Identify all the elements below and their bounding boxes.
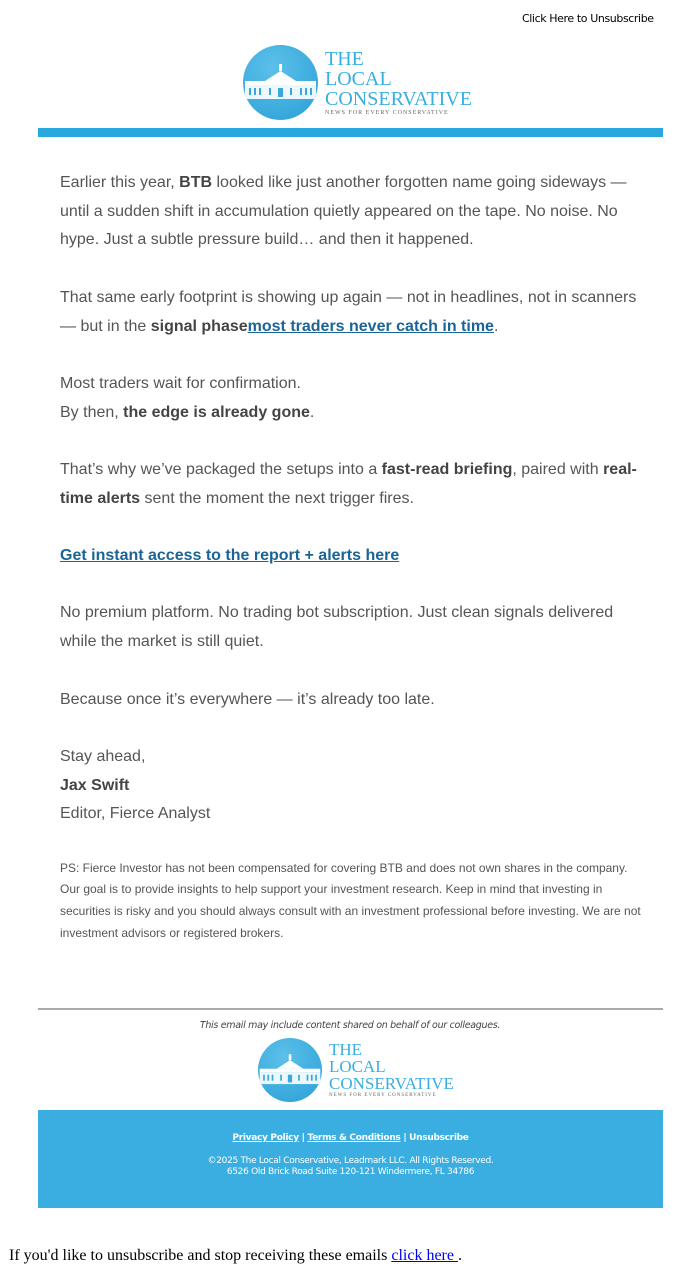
unsubscribe-footer-link[interactable]: Unsubscribe [409,1133,469,1143]
footer [38,1110,663,1208]
address: 6526 Old Brick Road Suite 120-121 Windermere, FL 34786 [226,1167,475,1177]
copyright: ©2025 The Local Conservative, Leadmark LLC. All Rights Reserved. [207,1156,494,1166]
separator: | [403,1133,407,1143]
colleagues-note: This email may include content shared on behalf of our colleagues. [199,1020,501,1031]
signal-phase-link[interactable]: most traders never catch in time [247,317,494,335]
white-house-icon [258,1038,322,1102]
header-bar [38,128,663,137]
signature: Stay ahead, Jax Swift Editor, Fierce Analyst [60,747,211,823]
bottom-unsubscribe: If you'd like to unsubscribe and stop receiving these emails click here . [9,1247,462,1264]
paragraph-2: That same early footprint is showing up again — not in headlines, not in scanners — but in the signal phasemost traders never catch in time. [60,288,637,335]
cta-link[interactable]: Get instant access to the report + alerts here [60,547,400,565]
logo-line1: THE [325,47,364,70]
ps-disclaimer: PS: Fierce Investor has not been compensated for covering BTB and does not own shares in the company. Our goal is to provide insights to help support your investment research. Keep in mind that investing in securities is risky and you should always consult with an investment professional before investing. We are not investment advisors or registered brokers. [60,860,641,940]
click-here-link[interactable]: click here [391,1247,458,1264]
footer-logo [258,1038,700,1102]
paragraph-5: No premium platform. No trading bot subscription. Just clean signals delivered while the market is still quiet. [60,604,614,651]
paragraph-3: Most traders wait for confirmation. By then, the edge is already gone. [60,374,315,421]
header-logo [243,45,472,120]
separator: | [301,1133,305,1143]
logo-tagline: NEWS FOR EVERY CONSERVATIVE [329,1093,437,1098]
logo-tagline: NEWS FOR EVERY CONSERVATIVE [325,109,449,116]
paragraph-1: Earlier this year, BTB looked like just another forgotten name going sideways — until a sudden shift in accumulation quietly appeared on the tape. No noise. No hype. Just a subtle pressure build… and then it happened. [60,174,627,249]
email-body [60,169,645,1008]
privacy-policy-link[interactable]: Privacy Policy [232,1133,299,1143]
logo-line3: CONSERVATIVE [325,87,472,110]
paragraph-4: That’s why we’ve packaged the setups into a fast-read briefing, paired with real-time alerts sent the moment the next trigger fires. [60,460,637,507]
logo-line1: THE [329,1040,363,1059]
logo-line2: LOCAL [329,1057,386,1076]
terms-link[interactable]: Terms & Conditions [307,1133,401,1143]
footer-divider [38,1008,663,1010]
logo-line3: CONSERVATIVE [329,1074,454,1093]
white-house-icon [243,45,318,120]
logo-line2: LOCAL [325,67,392,90]
paragraph-6: Because once it’s everywhere — it’s already too late. [60,690,435,708]
unsubscribe-link-top[interactable]: Click Here to Unsubscribe [522,12,654,25]
